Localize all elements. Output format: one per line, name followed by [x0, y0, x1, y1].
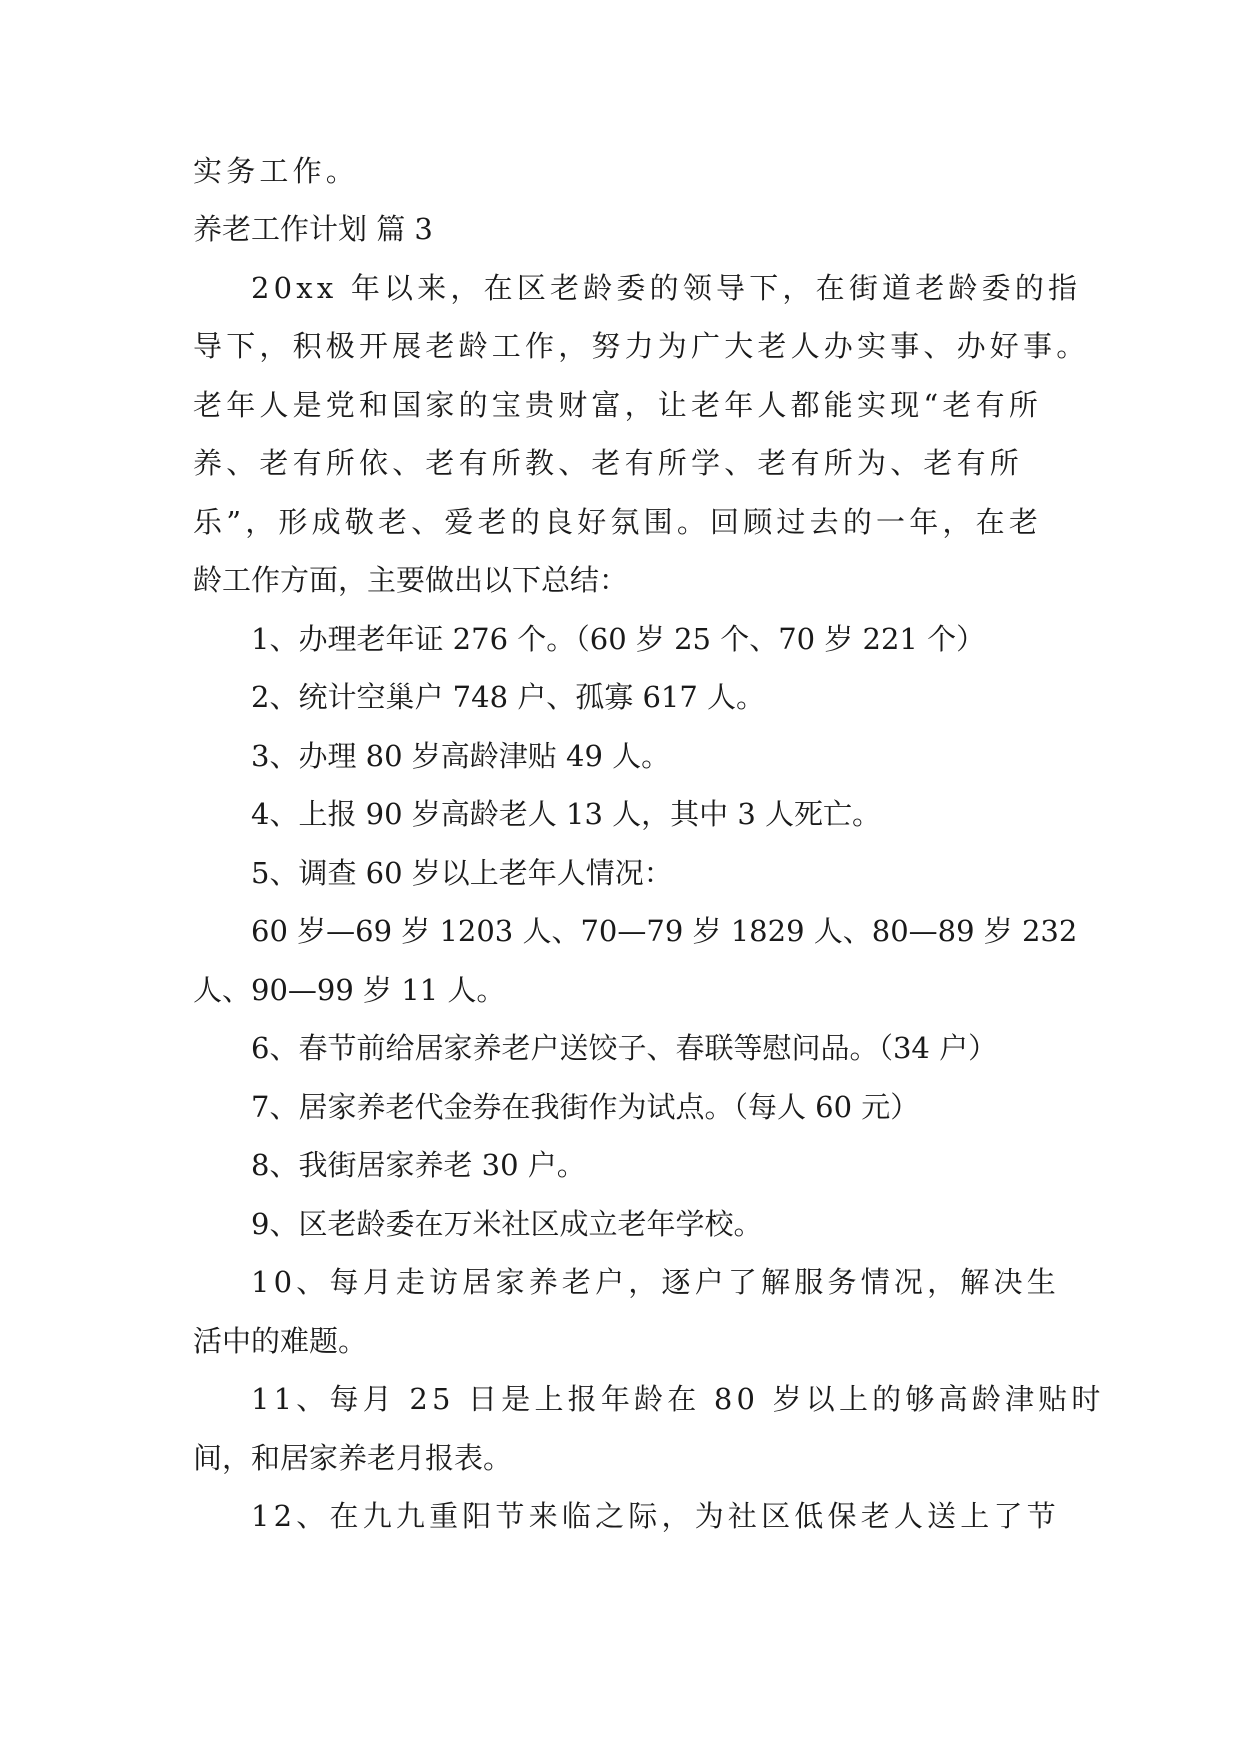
- text-line: 间，和居家养老月报表。: [193, 1441, 513, 1475]
- text-line: 养、老有所依、老有所教、老有所学、老有所为、老有所: [193, 446, 1024, 480]
- text-line: 老年人是党和国家的宝贵财富，让老年人都能实现“老有所: [193, 388, 1043, 422]
- list-item: 2、统计空巢户 748 户、孤寡 617 人。: [251, 680, 766, 714]
- list-item: 7、居家养老代金券在我街作为试点。（每人 60 元）: [251, 1090, 920, 1124]
- list-item: 60 岁—69 岁 1203 人、70—79 岁 1829 人、80—89 岁 232: [251, 914, 1078, 948]
- text-line: 导下，积极开展老龄工作，努力为广大老人办实事、办好事。: [193, 329, 1090, 363]
- text-line: 20xx 年以来，在区老龄委的领导下，在街道老龄委的指: [251, 271, 1082, 305]
- list-item: 8、我街居家养老 30 户。: [251, 1148, 586, 1182]
- list-item: 3、办理 80 岁高龄津贴 49 人。: [251, 739, 671, 773]
- list-item: 5、调查 60 岁以上老年人情况：: [251, 856, 673, 890]
- list-item: 1、办理老年证 276 个。（60 岁 25 个、70 岁 221 个）: [251, 622, 986, 656]
- list-item: 10、每月走访居家养老户，逐户了解服务情况，解决生: [251, 1265, 1060, 1299]
- text-line: 人、90—99 岁 11 人。: [193, 973, 506, 1007]
- text-line: 乐”，形成敬老、爱老的良好氛围。回顾过去的一年，在老: [193, 505, 1043, 539]
- list-item: 9、区老龄委在万米社区成立老年学校。: [251, 1207, 763, 1241]
- list-item: 12、在九九重阳节来临之际，为社区低保老人送上了节: [251, 1499, 1060, 1533]
- list-item: 4、上报 90 岁高龄老人 13 人，其中 3 人死亡。: [251, 797, 882, 831]
- list-item: 11、每月 25 日是上报年龄在 80 岁以上的够高龄津贴时: [251, 1382, 1105, 1416]
- section-heading: 养老工作计划 篇 3: [193, 212, 433, 246]
- text-line: 实务工作。: [193, 154, 360, 188]
- text-line: 龄工作方面，主要做出以下总结：: [193, 563, 629, 597]
- list-item: 6、春节前给居家养老户送饺子、春联等慰问品。（34 户）: [251, 1031, 998, 1065]
- text-line: 活中的难题。: [193, 1324, 368, 1358]
